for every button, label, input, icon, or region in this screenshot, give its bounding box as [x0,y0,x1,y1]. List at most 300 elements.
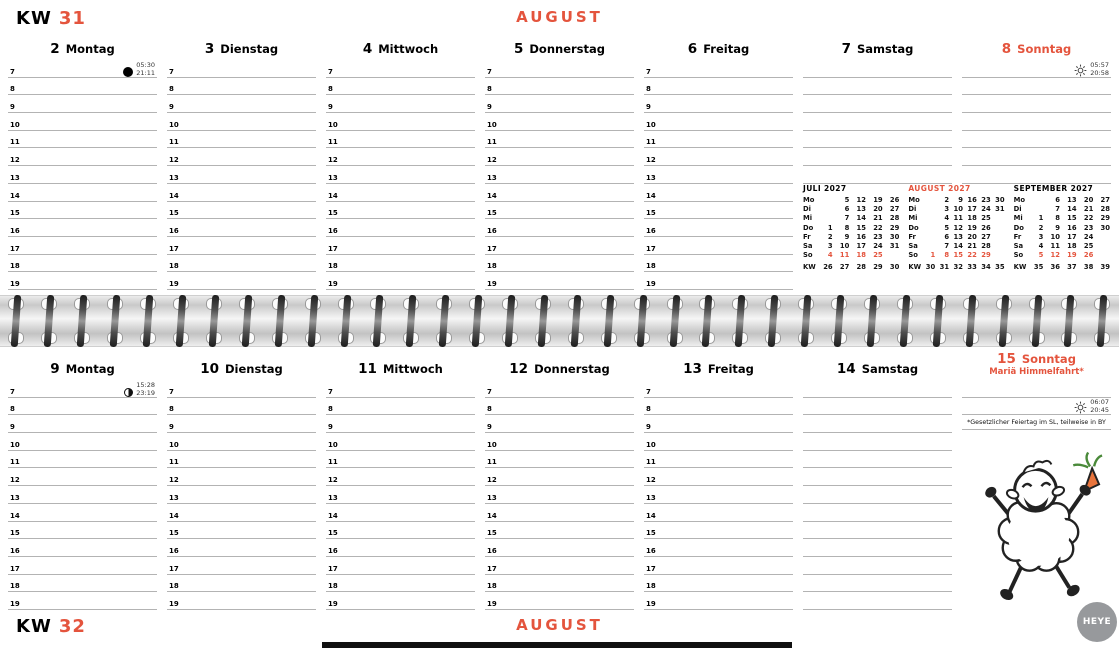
hour-label: 11 [328,458,338,467]
hour-label: 17 [169,564,179,573]
kw-cell: 30 [925,263,936,272]
ruled-line [8,557,157,575]
hour-label: 17 [487,564,497,573]
date-cell: 1 [1038,214,1044,223]
day-column-freitag [644,352,793,610]
hour-label: 14 [646,191,656,200]
ruled-line [803,398,952,416]
kw-cell: 36 [1050,263,1060,272]
kw-cell: 37 [1067,263,1077,272]
rise-set-times [136,62,155,77]
date-cell: 13 [856,205,866,214]
hour-label: 11 [10,138,20,147]
mini-calendar-title: AUGUST 2027 [908,184,971,193]
day-name: Dienstag [224,362,283,376]
hour-label: 17 [646,244,656,253]
kw-number: 32 [58,616,86,637]
date-cell: 20 [873,205,883,214]
date-cell: 6 [944,232,950,241]
ruled-line [8,184,157,202]
day-header-line [358,361,443,377]
ruled-line [485,255,634,273]
ruled-line [167,592,316,610]
ruled-line [803,433,952,451]
date-cell: 10 [839,242,850,251]
ruled-line [485,380,634,398]
day-name: Samstag [857,42,914,56]
mini-calendar [1014,184,1111,290]
hour-label: 11 [328,138,338,147]
weekday-label: Di [803,205,811,214]
date-cell: 9 [844,232,850,241]
ruled-line [167,557,316,575]
date-cell: 24 [981,205,991,214]
hour-label: 14 [646,511,656,520]
day-header-line [1002,41,1071,57]
day-header [644,32,793,60]
spiral-coil [362,296,395,346]
day-number: 15 [997,351,1016,367]
hour-label: 13 [487,173,497,182]
hour-label: 8 [169,405,174,414]
weekday-label: Mo [803,196,815,204]
day-name: Samstag [861,362,919,376]
date-cell: 28 [889,214,900,223]
ruled-line [167,95,316,113]
hour-label: 11 [169,138,179,147]
ruled-line [326,113,475,131]
ruled-line [8,272,157,290]
date-cell [922,224,936,233]
date-cell: 29 [1100,214,1110,223]
day-number: 4 [362,41,373,57]
date-cell: 28 [1100,205,1110,214]
date-cell: 21 [873,214,883,223]
day-number: 6 [687,41,698,57]
date-cell: 31 [995,205,1005,214]
spiral-coil [99,296,132,346]
ruled-line [962,131,1111,149]
day-column-dienstag [167,32,316,290]
rise-set-times [1090,399,1109,414]
date-cell: 23 [981,196,991,204]
ruled-line [803,504,952,522]
ruled-line [8,504,157,522]
ruled-line [326,272,475,290]
ruled-line [644,433,793,451]
day-name: Montag [65,362,115,376]
hour-label: 15 [10,209,20,218]
moonrise-moonset-times [124,382,155,401]
date-cell: 13 [1067,196,1077,204]
ruled-line [167,255,316,273]
hour-label: 11 [646,458,656,467]
day-header-line [509,361,609,377]
hour-label: 11 [646,138,656,147]
day-header [644,352,793,380]
ruled-line [167,433,316,451]
hour-label: 15 [646,529,656,538]
day-header-line [683,361,754,377]
date-cell: 12 [953,223,963,232]
spiral-coil [428,296,461,346]
date-cell: 7 [1055,205,1060,214]
day-column-montag [8,32,157,290]
hour-label: 16 [10,226,20,235]
ruled-line [644,592,793,610]
ruled-line [644,380,793,398]
day-body [8,380,157,610]
hour-label: 13 [328,173,338,182]
weekday-label: Sa [908,242,918,251]
hour-label: 10 [487,440,497,449]
hour-label: 14 [10,511,20,520]
mini-calendar-kw-row [908,263,1005,272]
kw-cell: 26 [823,263,833,272]
date-cell: 1 [827,223,833,232]
spiral-coil [592,296,625,346]
day-number: 5 [513,41,524,57]
day-header-line [514,41,605,57]
ruled-line [644,468,793,486]
hour-label: 11 [10,458,20,467]
hour-label: 10 [328,440,338,449]
day-header [167,32,316,60]
rise-set-times [1090,62,1109,77]
set-time: 23:19 [136,388,155,397]
weekday-label: Mi [803,214,813,223]
hour-label: 8 [328,85,333,94]
ruled-line [8,592,157,610]
sunrise-sunset-times [1074,62,1109,81]
day-number: 10 [200,361,219,377]
hour-label: 7 [328,67,333,76]
ruled-line [167,415,316,433]
ruled-line [485,131,634,149]
spiral-coil [658,296,691,346]
rise-set-times [136,382,155,397]
hour-label: 10 [487,120,497,129]
ruled-line [485,166,634,184]
ruled-line [644,184,793,202]
ruled-line [485,486,634,504]
spiral-coil [1020,296,1053,346]
spiral-binding [0,295,1119,347]
date-cell: 22 [1083,214,1094,223]
ruled-line [644,451,793,469]
hour-label: 12 [646,476,656,485]
date-cell: 8 [944,251,950,260]
day-header [8,32,157,60]
spiral-coil [132,296,165,346]
mini-calendar [908,184,1005,290]
hour-label: 17 [10,244,20,253]
hour-label: 16 [646,226,656,235]
day-body [167,60,316,290]
hour-label: 15 [169,529,179,538]
mini-calendar [803,184,900,290]
hour-label: 10 [10,440,20,449]
date-cell: 6 [1055,196,1060,204]
date-cell: 30 [889,232,900,241]
kw-cell: 34 [981,263,991,272]
hour-label: 19 [169,279,179,288]
weekday-label: Fr [908,232,916,241]
hour-label: 7 [646,67,651,76]
hour-label: 12 [328,156,338,165]
ruled-line [485,60,634,78]
hour-label: 15 [169,209,179,218]
hour-label: 8 [487,85,492,94]
ruled-line [644,539,793,557]
day-name: Montag [65,42,115,56]
day-name: Donnerstag [534,362,610,376]
date-cell: 4 [944,214,950,223]
hour-label: 7 [328,387,333,396]
date-cell: 14 [856,214,866,223]
moon-icon [123,62,133,81]
day-header [485,32,634,60]
sheep-cartoon [962,438,1111,610]
ruled-line [644,504,793,522]
ruled-line [962,148,1111,166]
day-body [326,60,475,290]
day-header-line [200,361,283,377]
hour-label: 19 [646,279,656,288]
week-number-bottom [16,616,86,637]
hour-label: 13 [328,493,338,502]
hour-label: 15 [10,529,20,538]
ruled-line [485,113,634,131]
day-body [485,380,634,610]
date-cell [922,233,936,242]
ruled-line [8,415,157,433]
day-body [326,380,475,610]
ruled-line [803,415,952,433]
ruled-line [962,113,1111,131]
hour-label: 14 [10,191,20,200]
date-cell: 30 [1100,223,1110,232]
hour-label: 9 [646,103,651,112]
hour-label: 16 [487,546,497,555]
ruled-line [167,504,316,522]
mini-calendar-grid [908,196,1005,260]
date-cell: 22 [967,251,977,260]
spiral-coil [66,296,99,346]
date-cell: 10 [1050,232,1060,241]
date-cell: 5 [844,196,850,204]
kw-cell: 35 [995,263,1005,272]
hour-label: 13 [169,173,179,182]
ruled-line [803,522,952,540]
kw-cell: 27 [839,263,850,272]
date-cell: 25 [1083,242,1094,251]
hour-label: 9 [328,103,333,112]
kw-cell: 35 [1033,263,1044,272]
date-cell [817,196,834,205]
spiral-coil [165,296,198,346]
date-cell: 11 [1050,242,1060,251]
date-cell: 26 [889,196,900,204]
month-title-bottom: AUGUST [516,616,603,634]
month-title-top: AUGUST [516,8,603,26]
ruled-line [485,433,634,451]
ruled-line [485,468,634,486]
date-cell: 11 [953,214,963,223]
ruled-line [8,451,157,469]
ruled-line [167,451,316,469]
ruled-line [8,95,157,113]
weekday-label: Fr [803,232,811,241]
date-cell: 2 [827,232,833,241]
day-name: Freitag [707,362,754,376]
spiral-coil [559,296,592,346]
ruled-line [644,398,793,416]
spiral-coil [888,296,921,346]
ruled-line [326,95,475,113]
date-cell: 27 [1100,196,1110,204]
hour-label: 18 [169,582,179,591]
date-cell: 5 [944,223,950,232]
day-name: Mittwoch [382,362,443,376]
date-cell [817,214,834,223]
ruled-line [326,504,475,522]
date-cell: 5 [1038,251,1044,260]
hour-label: 9 [169,423,174,432]
spiral-coil [1086,296,1119,346]
ruled-line [485,78,634,96]
ruled-line [167,575,316,593]
ruled-line [326,184,475,202]
ruled-line [326,468,475,486]
hour-label: 18 [487,262,497,271]
day-header [167,352,316,380]
hour-label: 19 [487,279,497,288]
ruled-line [326,486,475,504]
sun-icon [1074,399,1087,418]
mini-calendar-grid [803,196,900,260]
weekday-label: Fr [1013,232,1022,241]
ruled-line [644,415,793,433]
ruled-line [167,184,316,202]
hour-label: 10 [646,120,656,129]
spiral-coil [296,296,329,346]
ruled-line [167,272,316,290]
hour-label: 19 [10,279,20,288]
day-body [485,60,634,290]
date-cell: 26 [981,223,991,232]
day-number: 8 [1001,41,1012,57]
day-number: 12 [509,361,529,377]
date-cell: 27 [981,232,991,241]
ruled-line [485,184,634,202]
heye-logo: HEYE [1077,602,1117,642]
ruled-line [644,522,793,540]
ruled-line [8,522,157,540]
sunrise-sunset-times [1074,399,1109,418]
spiral-coil [856,296,889,346]
hour-label: 12 [487,156,497,165]
hour-label: 8 [646,405,651,414]
spiral-coil [494,296,527,346]
date-cell: 19 [967,223,977,232]
weekday-label: Di [908,205,917,214]
ruled-line [644,557,793,575]
date-cell: 15 [953,251,963,260]
hour-label: 18 [10,262,20,271]
date-cell: 25 [981,214,991,223]
hour-label: 15 [487,529,497,538]
date-cell [992,242,1006,251]
date-cell: 28 [981,242,991,251]
day-column-sonntag [962,352,1111,610]
half-moon-icon [124,388,133,397]
kw-label: KW [1013,263,1027,272]
date-cell: 6 [844,205,850,214]
date-cell: 18 [1067,242,1077,251]
hour-label: 10 [10,120,20,129]
date-cell: 20 [1083,196,1094,204]
ruled-line [326,433,475,451]
ruled-line [803,148,952,166]
kw-cell: 33 [967,263,977,272]
date-cell: 15 [856,223,866,232]
hour-label: 18 [487,582,497,591]
date-cell: 17 [967,205,977,214]
date-cell: 10 [953,205,963,214]
spiral-coil [263,296,296,346]
week-number-top [16,8,86,29]
spiral-coil [757,296,790,346]
ruled-line [485,539,634,557]
day-body [644,60,793,290]
day-name: Sonntag [1017,42,1072,56]
spiral-coil [823,296,856,346]
date-cell: 21 [1083,205,1094,214]
ruled-line [167,237,316,255]
date-cell [992,214,1006,223]
day-name: Donnerstag [529,42,606,56]
date-cell: 16 [967,196,977,204]
date-cell: 24 [1083,232,1094,241]
hour-label: 19 [646,599,656,608]
ruled-line [167,522,316,540]
ruled-line [644,272,793,290]
ruled-line [803,166,952,184]
kw-label: KW [16,616,52,637]
hour-label: 14 [487,511,497,520]
table-edge-bar [322,642,792,648]
date-cell: 20 [967,232,977,241]
ruled-line [8,131,157,149]
ruled-line [485,575,634,593]
date-cell [992,233,1006,242]
ruled-line [326,575,475,593]
day-header [803,32,952,60]
date-cell [922,196,936,205]
mini-calendar-kw-row [803,263,900,272]
hour-label: 13 [646,173,656,182]
set-time: 20:45 [1090,405,1109,414]
spiral-coil [395,296,428,346]
date-cell: 1 [930,251,936,260]
ruled-line [803,78,952,96]
kw-cell: 28 [856,263,866,272]
ruled-line [485,202,634,220]
hour-label: 9 [487,103,492,112]
date-cell: 31 [889,242,900,251]
ruled-line [644,575,793,593]
